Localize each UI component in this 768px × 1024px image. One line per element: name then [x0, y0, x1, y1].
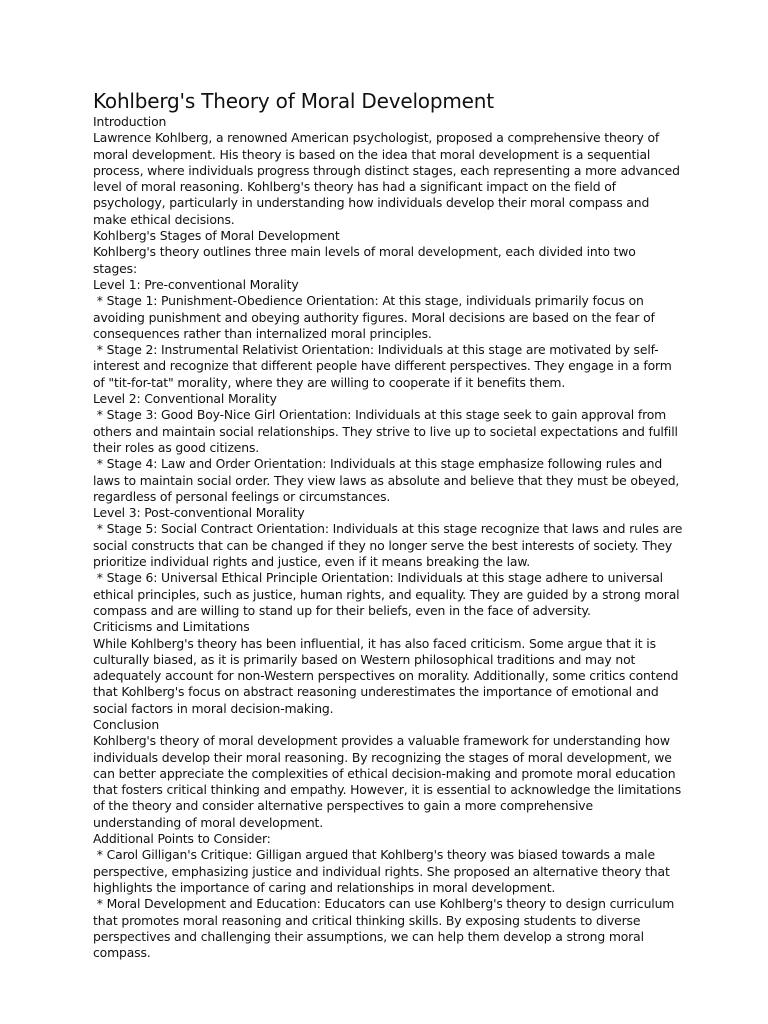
stage-3-item: * Stage 3: Good Boy-Nice Girl Orientation: Individuals at this stage seek to gain approval from others and maintain social relationships. They strive to live up to societal expectations and fulfill their roles as good citizens.	[93, 407, 682, 455]
conclusion-paragraph: Kohlberg's theory of moral development provides a valuable framework for understanding how individuals develop their moral reasoning. By recognizing the stages of moral development, we can better appreciate the complexities of ethical decision-making and promote moral education that fosters critical thinking and empathy. However, it is essential to acknowledge the limitations of the theory and consider alternative perspectives to gain a more comprehensive understanding of moral development.	[93, 733, 682, 830]
stage-5-item: * Stage 5: Social Contract Orientation: Individuals at this stage recognize that laws and rules are social constructs that can be changed if they no longer serve the best interests of society. They prioritize individual rights and justice, even if it means breaking the law.	[93, 521, 687, 570]
additional-point-gilligan: * Carol Gilligan's Critique: Gilligan argued that Kohlberg's theory was biased towards a male perspective, emphasizing justice and individual rights. She proposed an alternative theory that highlights the importance of caring and relationships in moral development.	[93, 847, 674, 895]
additional-point-education: * Moral Development and Education: Educators can use Kohlberg's theory to design curriculum that promotes moral reasoning and critical thinking skills. By exposing students to diverse perspectives and challenging their assumptions, we can help them develop a strong moral compass.	[93, 896, 678, 961]
stage-2-item: * Stage 2: Instrumental Relativist Orientation: Individuals at this stage are motivated by self-interest and recognize that different people have different perspectives. They engage in a form of "tit-for-tat" morality, where they are willing to cooperate if it benefits them.	[93, 342, 676, 390]
intro-heading: Introduction	[93, 114, 167, 129]
stages-intro-paragraph: Kohlberg's theory outlines three main levels of moral development, each divided into two stages:	[93, 244, 636, 276]
stages-heading: Kohlberg's Stages of Moral Development	[93, 228, 340, 244]
document-title: Kohlberg's Theory of Moral Development	[93, 89, 494, 113]
stage-1-item: * Stage 1: Punishment-Obedience Orientation: At this stage, individuals primarily focus on avoiding punishment and obeying authority figures. Moral decisions are based on the fear of consequences rather than internalized moral principles.	[93, 293, 659, 341]
additional-heading: Additional Points to Consider:	[93, 831, 271, 847]
stage-6-item: * Stage 6: Universal Ethical Principle Orientation: Individuals at this stage adhere to universal ethical principles, such as justice, human rights, and equality. They are guided by a strong moral compass and are willing to stand up for their beliefs, even in the face of adversity.	[93, 570, 684, 618]
level-3-heading: Level 3: Post-conventional Morality	[93, 505, 305, 521]
intro-paragraph: Lawrence Kohlberg, a renowned American psychologist, proposed a comprehensive theory of moral development. His theory is based on the idea that moral development is a sequential process, where individuals progress through distinct stages, each representing a more advanced level of moral reasoning. Kohlberg's theory has had a significant impact on the field of psychology, particularly in understanding how individuals develop their moral compass and make ethical decisions.	[93, 130, 680, 227]
criticisms-paragraph: While Kohlberg's theory has been influential, it has also faced criticism. Some argue that it is culturally biased, as it is primarily based on Western philosophical traditions and may not adequately account for non-Western perspectives on morality. Additionally, some critics contend that Kohlberg's focus on abstract reasoning underestimates the importance of emotional and social factors in moral decision-making.	[93, 635, 679, 716]
level-1-heading: Level 1: Pre-conventional Morality	[93, 276, 299, 292]
level-2-heading: Level 2: Conventional Morality	[93, 391, 277, 407]
criticisms-heading: Criticisms and Limitations	[93, 619, 250, 635]
stage-4-item: * Stage 4: Law and Order Orientation: Individuals at this stage emphasize following rules and laws to maintain social order. They view laws as absolute and believe that they must be obeyed, regardless of personal feelings or circumstances.	[93, 456, 684, 504]
document-page	[93, 88, 687, 961]
conclusion-heading: Conclusion	[93, 716, 160, 732]
